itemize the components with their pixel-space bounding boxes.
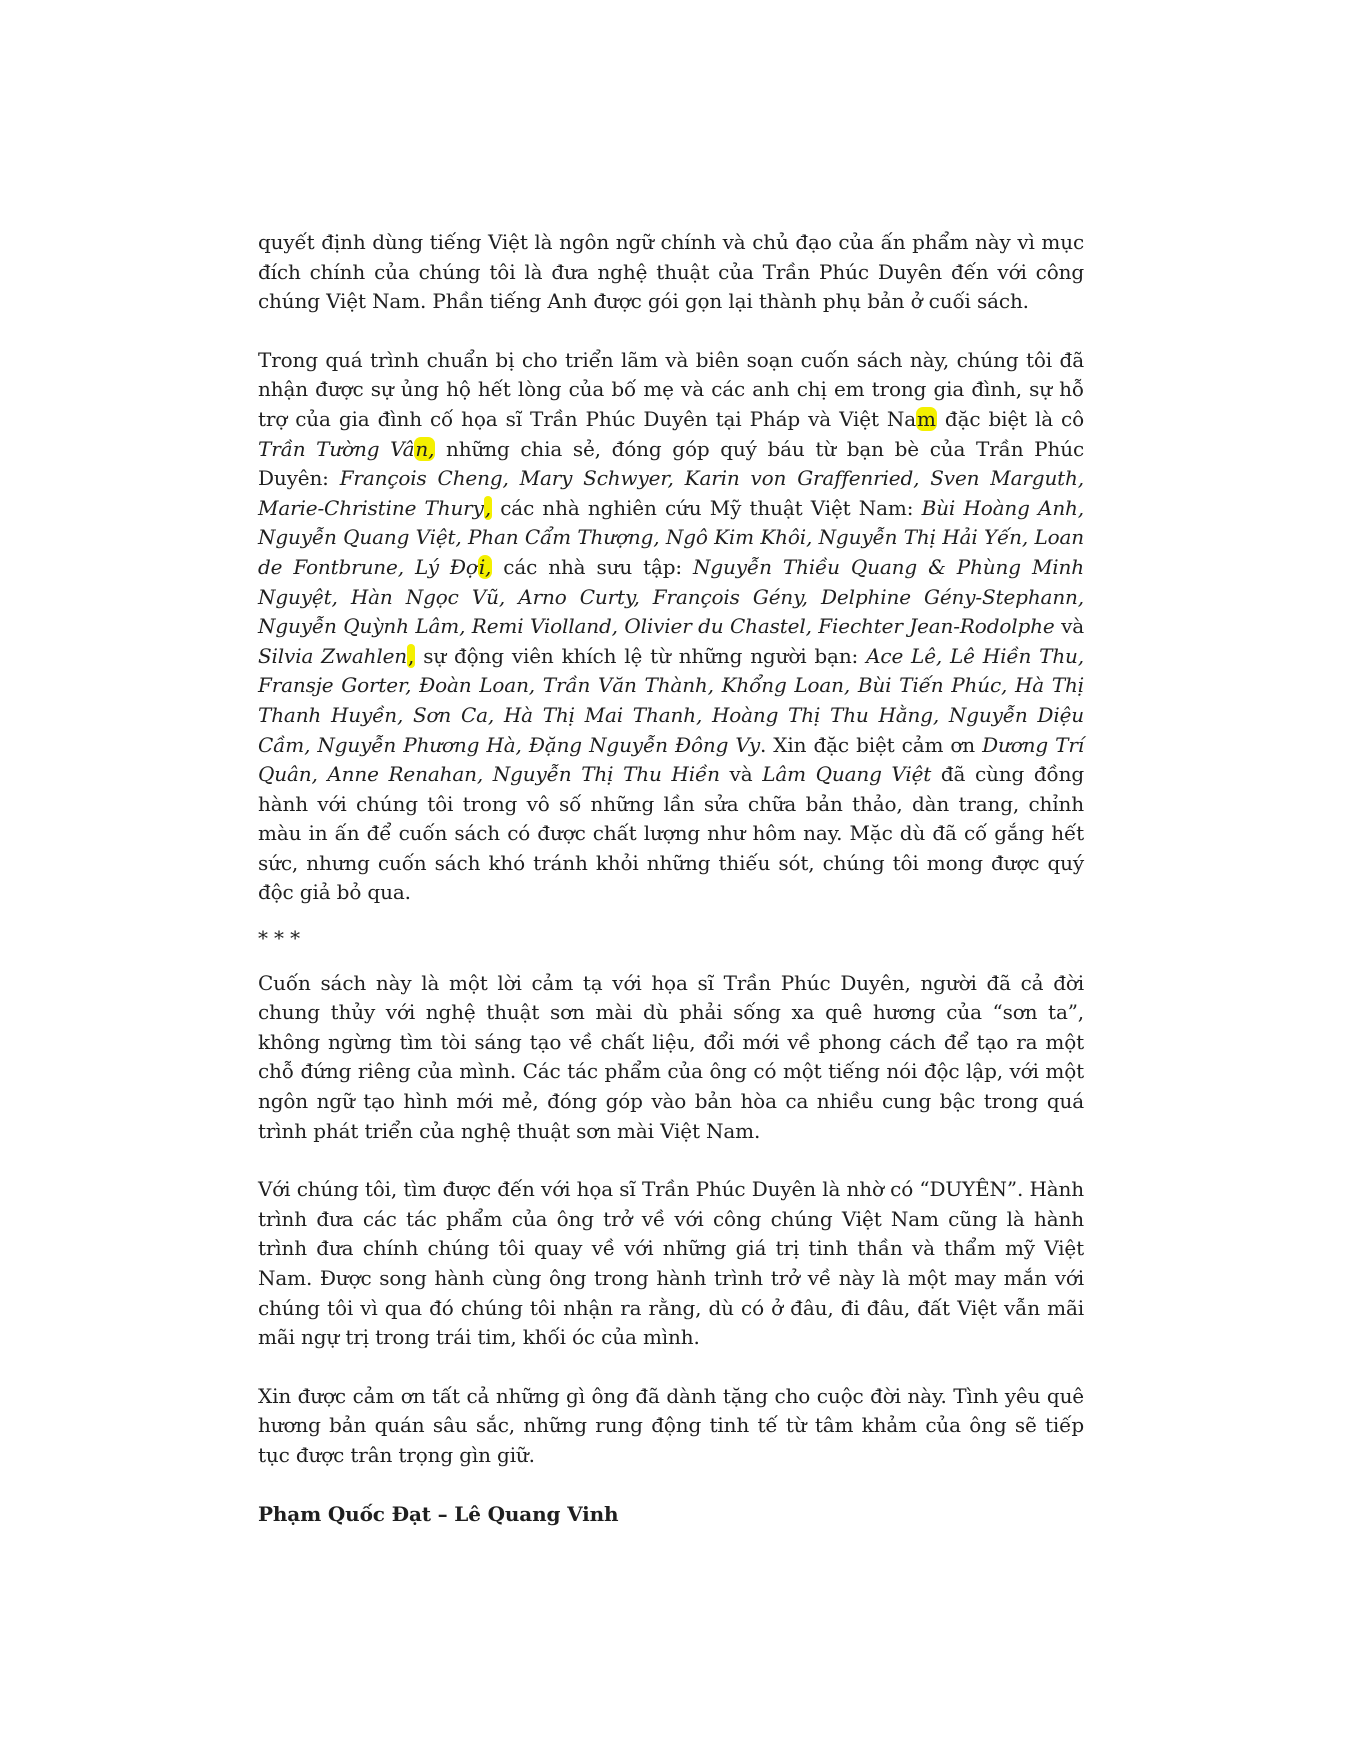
text-run: những chia sẻ, đóng góp quý báu từ bạn bè của Trần Phúc Duyên: xyxy=(258,436,1084,491)
text-run: các nhà nghiên cứu Mỹ thuật Việt Nam: xyxy=(491,495,922,520)
text-run: và xyxy=(719,762,763,787)
italic-names: Silvia Zwahlen xyxy=(258,643,408,668)
text-run: . Xin đặc biệt cảm ơn xyxy=(759,732,983,757)
text-run: đã cùng đồng hành với chúng tôi trong vô số những lần sửa chữa bản thảo, dàn trang, chỉnh màu in ấn để cuốn sách có được chất lượng như hôm nay. Mặc dù đã cố gắng hết sức, nhưng cuốn sách khó tránh khỏi những thiếu sót, chúng tôi mong được quý độc giả bỏ qua. xyxy=(258,762,1085,905)
italic-names: Trần Tường Vâ xyxy=(258,436,415,461)
text-run: Trong quá trình chuẩn bị cho triển lãm và biên soạn cuốn sách này, chúng tôi đã nhận được sự ủng hộ hết lòng của bố mẹ và các anh chị em trong gia đình, sự hỗ trợ của gia đình cố họa sĩ Trần Phúc Duyên tại Pháp và Việt Na xyxy=(258,347,1084,431)
italic-names: Ace Lê, Lê Hiền Thu, Fransje Gorter, Đoàn Loan, Trần Văn Thành, Khổng Loan, Bùi Tiến Phúc, Hà Thị Thanh Huyền, Sơn Ca, Hà Thị Mai Thanh, Hoàng Thị Thu Hằng, Nguyễn Diệu Cầm, Nguyễn Phương Hà, Đặng Nguyễn Đông Vy xyxy=(258,643,1084,757)
text-run: quyết định dùng tiếng Việt là ngôn ngữ chính và chủ đạo của ấn phẩm này vì mục đích chính của chúng tôi là đưa nghệ thuật của Trần Phúc Duyên đến với công chúng Việt Nam. Phần tiếng Anh được gói gọn lại thành phụ bản ở cuối sách. xyxy=(258,230,1084,314)
paragraph-acknowledgements xyxy=(258,346,1084,908)
italic-names: Lâm Quang Việt xyxy=(762,762,932,787)
highlight-mark: , xyxy=(484,495,491,520)
document-page xyxy=(258,228,1084,1558)
paragraph-duyen: Với chúng tôi, tìm được đến với họa sĩ Trần Phúc Duyên là nhờ có “DUYÊN”. Hành trình đưa các tác phẩm của ông trở về với công chúng Việt Nam cũng là hành trình đưa chính chúng tôi quay về với những giá trị tinh thần và thẩm mỹ Việt Nam. Được song hành cùng ông trong hành trình trở về này là một may mắn với chúng tôi vì qua đó chúng tôi nhận ra rằng, dù có ở đâu, đi đâu, đất Việt vẫn mãi mãi ngự trị trong trái tim, khối óc của mình. xyxy=(258,1177,1084,1350)
italic-names: François Cheng, Mary Schwyer, Karin von Graffenried, Sven Marguth, Marie-Christine Thury xyxy=(258,466,1084,520)
italic-names: Dương Trí Quân, Anne Renahan, Nguyễn Thị Thu Hiền xyxy=(258,732,1085,787)
text-run: đặc biệt là cô xyxy=(936,406,1084,431)
highlight-mark: m xyxy=(917,406,936,431)
text-run: và xyxy=(1054,614,1084,639)
highlight-mark: i, xyxy=(478,554,492,579)
italic-names: Bùi Hoàng Anh, Nguyễn Quang Việt, Phan Cẩm Thượng, Ngô Kim Khôi, Nguyễn Thị Hải Yến, Loan de Fontbrune, Lý Đợ xyxy=(258,495,1084,579)
paragraph-tribute: Cuốn sách này là một lời cảm tạ với họa sĩ Trần Phúc Duyên, người đã cả đời chung thủy với nghệ thuật sơn mài dù phải sống xa quê hương của “sơn ta”, không ngừng tìm tòi sáng tạo về chất liệu, đổi mới về phong cách để tạo ra một chỗ đứng riêng của mình. Các tác phẩm của ông có một tiếng nói độc lập, với một ngôn ngữ tạo hình mới mẻ, đóng góp vào bản hòa ca nhiều cung bậc trong quá trình phát triển của nghệ thuật sơn mài Việt Nam. xyxy=(258,970,1084,1143)
author-signature: Phạm Quốc Đạt – Lê Quang Vinh xyxy=(258,1501,619,1526)
text-run: sự động viên khích lệ từ những người bạn: xyxy=(415,643,867,668)
paragraph-thanks: Xin được cảm ơn tất cả những gì ông đã dành tặng cho cuộc đời này. Tình yêu quê hương bản quán sâu sắc, những rung động tinh tế từ tâm khảm của ông sẽ tiếp tục được trân trọng gìn giữ. xyxy=(258,1383,1084,1467)
highlight-mark: , xyxy=(408,643,415,668)
text-run: các nhà sưu tập: xyxy=(492,554,694,579)
italic-names: Nguyễn Thiều Quang & Phùng Minh Nguyệt, Hàn Ngọc Vũ, Arno Curty, François Gény, Delphine Gény-Stephann, Nguyễn Quỳnh Lâm, Remi Violland, Olivier du Chastel, Fiechter Jean-Rodolphe xyxy=(258,554,1084,639)
section-separator: * * * xyxy=(258,926,300,951)
paragraph-intro xyxy=(258,228,1084,317)
highlight-mark: n, xyxy=(415,436,435,461)
